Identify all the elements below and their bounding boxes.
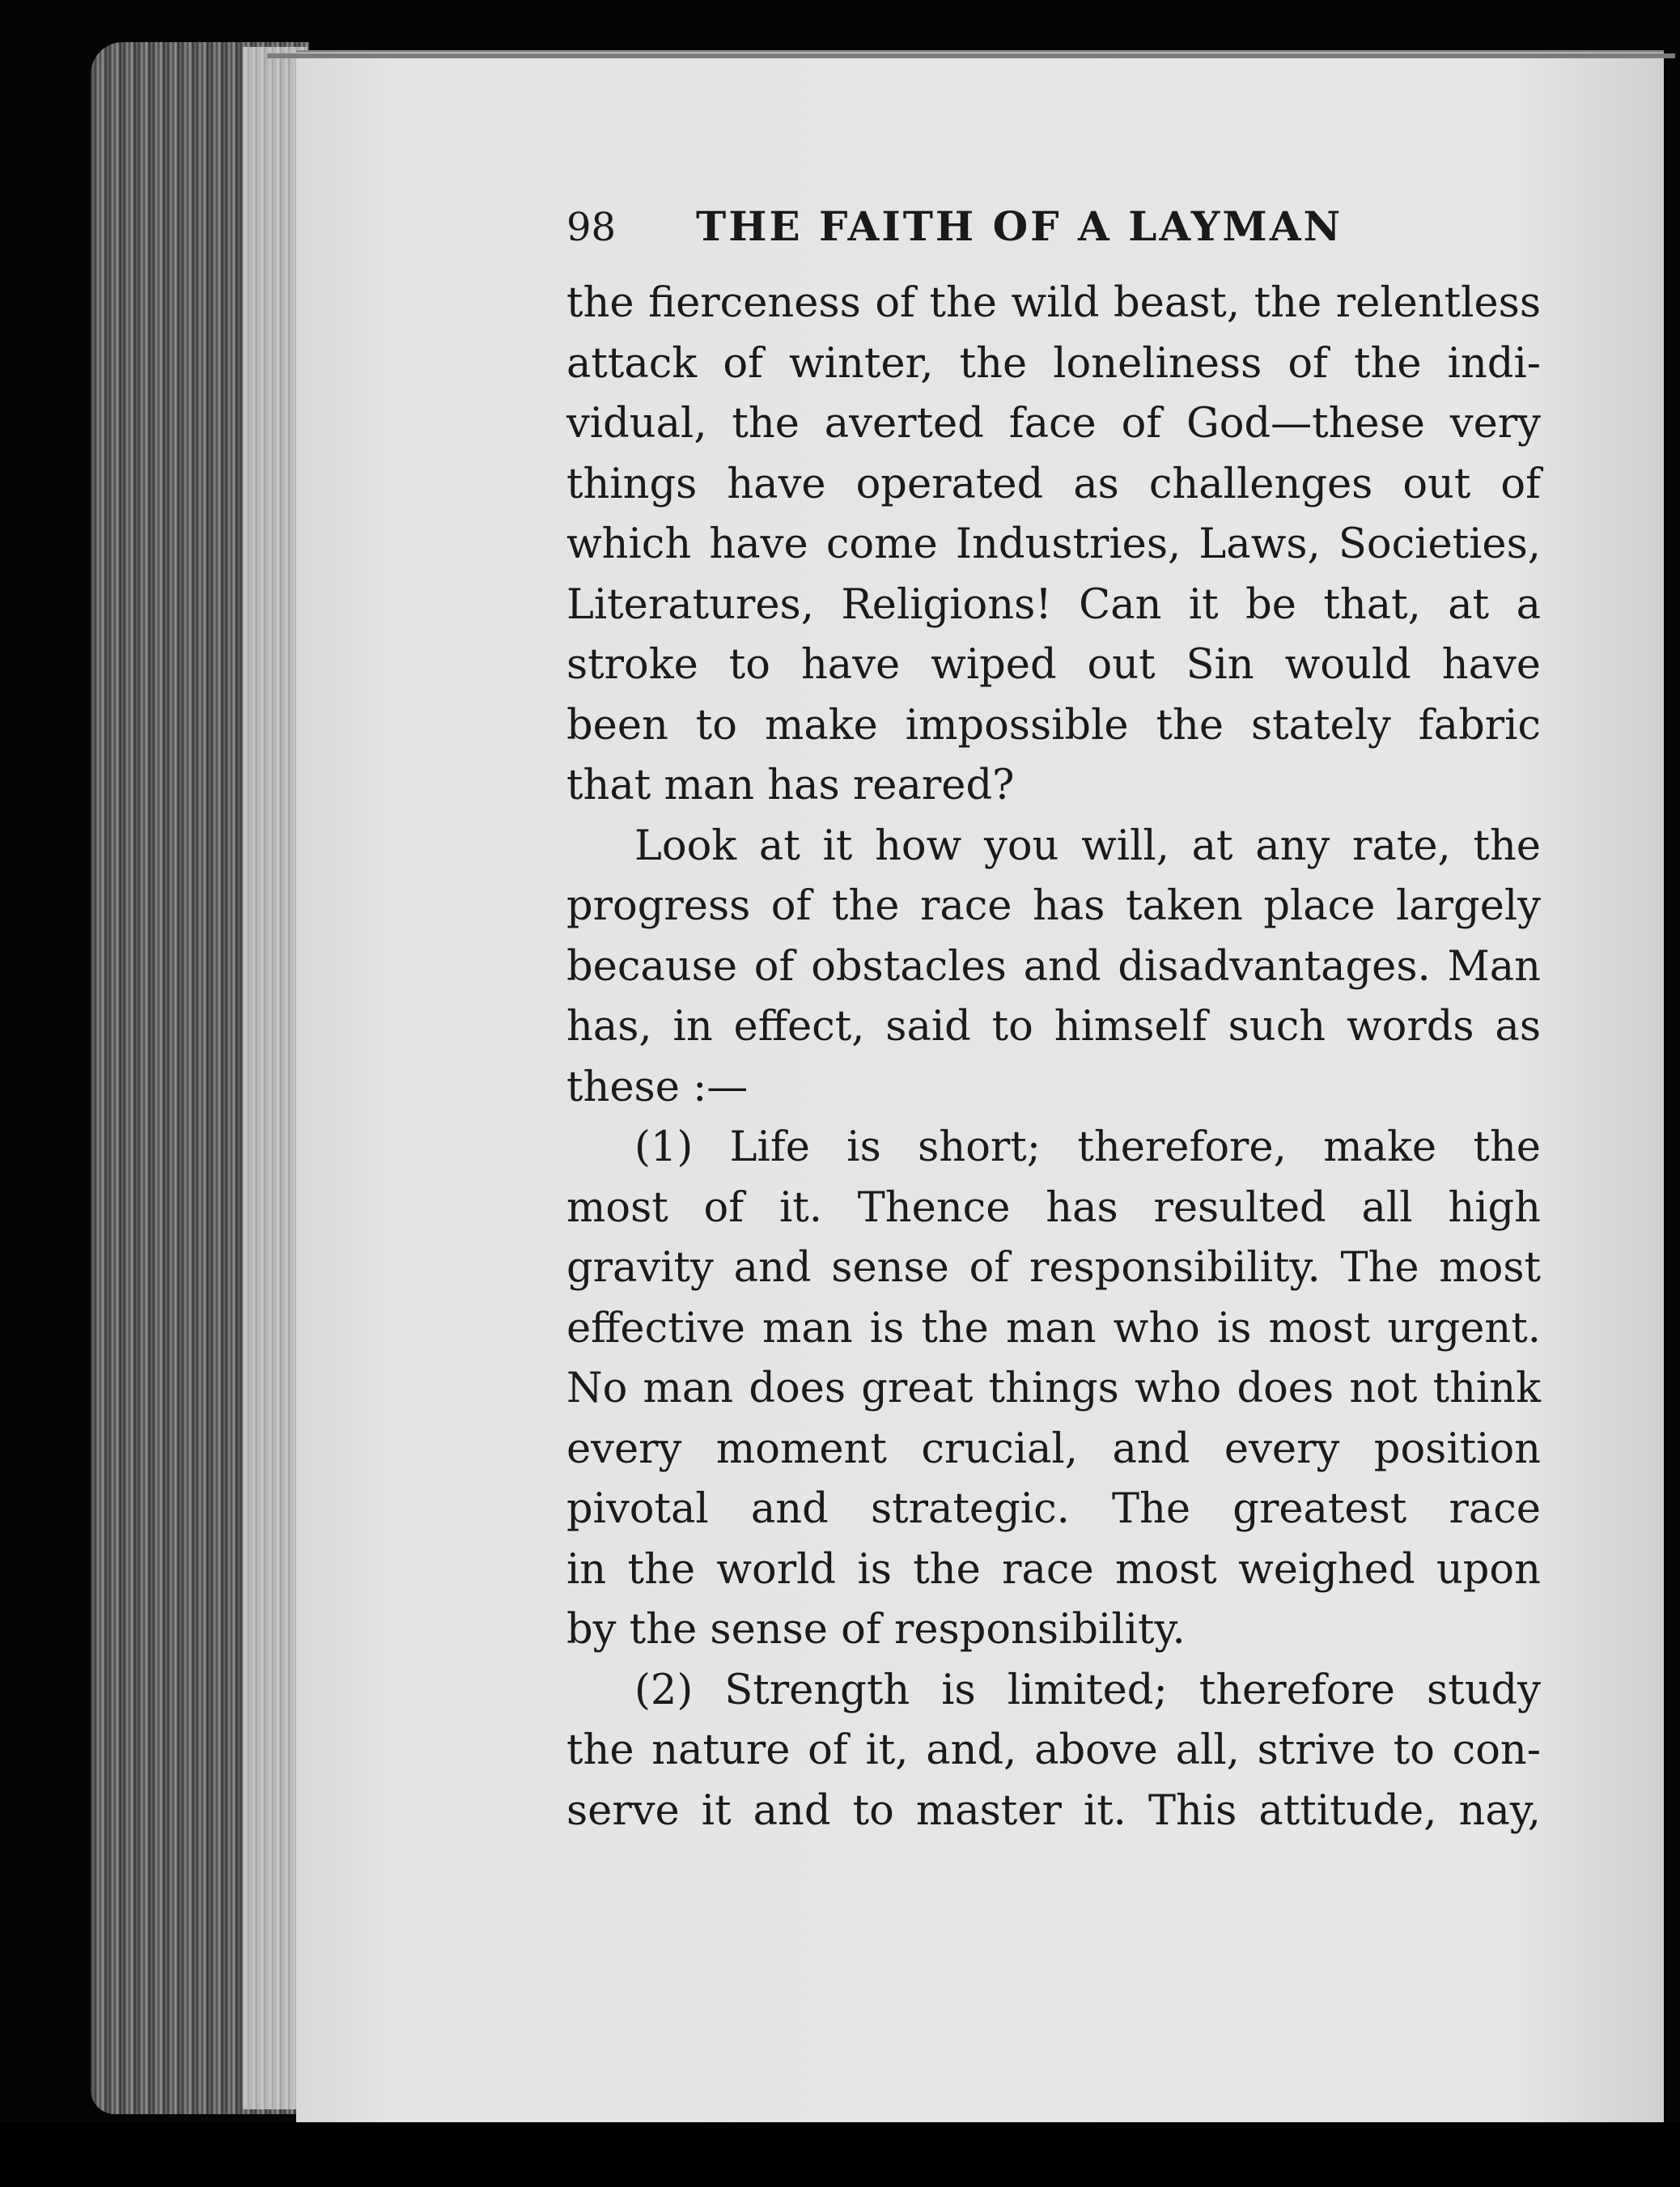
text-line: effective man is the man who is most urgent. [566,1304,1541,1353]
page-top-edge [267,53,1675,58]
text-line: progress of the race has taken place largely [566,882,1541,930]
page-number: 98 [566,205,617,250]
text-line: the fierceness of the wild beast, the relentless [566,279,1541,327]
paragraph-3 [566,1118,1541,1661]
text-line: (2) Strength is limited; therefore study [634,1666,1541,1714]
text-line: because of obstacles and disadvantages. Man [566,942,1541,991]
text-line: has, in effect, said to himself such words as [566,1003,1541,1051]
text-line: which have come Industries, Laws, Societies, [566,520,1541,568]
text-line: serve it and to master it. This attitude, nay, [566,1786,1541,1835]
text-line: things have operated as challenges out of [566,460,1541,508]
text-line: pivotal and strategic. The greatest race [566,1485,1541,1533]
text-line: (1) Life is short; therefore, make the [634,1123,1541,1171]
text-line: every moment crucial, and every position [566,1425,1541,1473]
text-line: by the sense of responsibility. [566,1606,1186,1654]
text-line: Look at it how you will, at any rate, the [634,822,1541,870]
text-line: vidual, the averted face of God—these very [566,400,1541,448]
paragraph-1 [566,274,1541,817]
text-line: been to make impossible the stately fabric [566,701,1541,750]
text-line: most of it. Thence has resulted all high [566,1183,1541,1232]
text-line: Literatures, Religions! Can it be that, at a [566,580,1541,629]
text-line: the nature of it, and, above all, strive to con- [566,1726,1541,1774]
paragraph-4 [566,1661,1541,1842]
paragraph-2 [566,817,1541,1119]
background-shadow [0,2122,1680,2187]
text-line: attack of winter, the loneliness of the indi- [566,339,1541,388]
text-line: these :— [566,1063,749,1111]
text-line: No man does great things who does not think [566,1365,1541,1412]
text-line: that man has reared? [566,762,1015,809]
page-text [566,202,1541,1841]
running-head [566,202,1541,267]
text-line: stroke to have wiped out Sin would have [566,641,1541,689]
text-line: gravity and sense of responsibility. The most [566,1244,1541,1292]
text-line: in the world is the race most weighed upon [566,1545,1541,1594]
book-title: THE FAITH OF A LAYMAN [696,202,1343,250]
